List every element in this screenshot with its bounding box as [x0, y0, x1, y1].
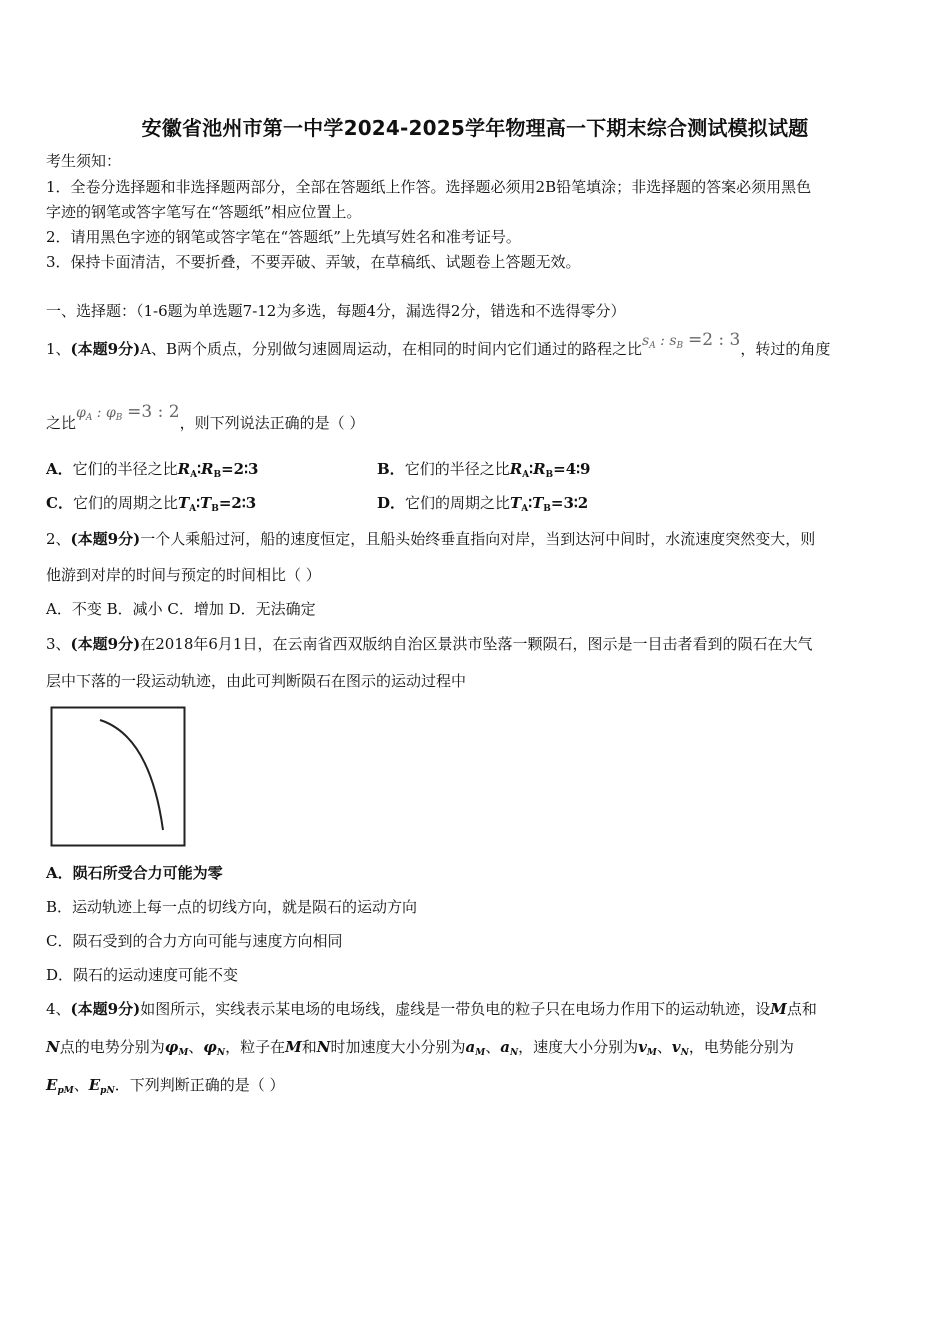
- question-4-line-1: 4、(本题9分)如图所示，实线表示某电场的电场线，虚线是一带负电的粒子只在电场力作用下的运动轨迹，设M点和: [46, 1000, 817, 1018]
- question-3-line-2: 层中下落的一段运动轨迹，由此可判断陨石在图示的运动过程中: [46, 672, 467, 690]
- question-4-line-2: N点的电势分别为$\varphi_M$、$\varphi_N$，粒子在M和N时加速度大小分别为$a_M$、$a_N$，速度大小分别为$v_M$、$v_N$，电势能分别为: [46, 1038, 794, 1058]
- option-a: A．它们的半径之比$R_A∶R_B=2∶3$: [46, 460, 259, 480]
- section-heading: 一、选择题：（1-6题为单选题7-12为多选，每题4分，漏选得2分，错选和不选得零分）: [46, 302, 626, 320]
- question-1-line-2: [46, 402, 911, 440]
- question-2-line-1: [46, 528, 911, 550]
- question-text: 之比: [46, 414, 77, 432]
- question-number: 3、: [46, 635, 71, 653]
- ratio-phi-a: $\varphi_A$ : $\varphi_B$: [76, 405, 123, 423]
- question-3-option-a: A．陨石所受合力可能为零: [46, 864, 223, 882]
- question-4-line-3: $E_{pM}$、$E_{pN}$．下列判断正确的是（ ）: [46, 1076, 285, 1096]
- option-c: C．它们的周期之比$T_A∶T_B=2∶3$: [46, 494, 257, 514]
- question-text: ，转过的角度: [740, 340, 831, 358]
- notice-heading: 考生须知：: [46, 152, 122, 170]
- trajectory-curve: [100, 720, 163, 830]
- question-number: 4、: [46, 1000, 71, 1018]
- question-text: ，则下列说法正确的是（ ）: [179, 414, 365, 432]
- ratio-s-value: =2 : 3: [687, 330, 741, 350]
- question-1-options-row-1: [46, 458, 911, 486]
- question-points: (本题9分): [70, 635, 141, 653]
- ratio-s-formula: [642, 331, 740, 349]
- question-number: 1、: [46, 340, 71, 358]
- question-2-options: A．不变 B．减小 C．增加 D．无法确定: [46, 600, 316, 618]
- ratio-s-a: $s_A$ : $s_B$: [642, 333, 684, 351]
- option-b: B．它们的半径之比$R_A∶R_B=4∶9$: [377, 460, 591, 480]
- question-text: A、B两个质点，分别做匀速圆周运动，在相同的时间内它们通过的路程之比: [140, 340, 643, 358]
- question-3-option-d: D．陨石的运动速度可能不变: [46, 966, 239, 984]
- meteor-trajectory-svg: [50, 706, 186, 847]
- notice-item-1: 1．全卷分选择题和非选择题两部分，全部在答题纸上作答。选择题必须用2B铅笔填涂；非选择题的答案必须用黑色: [46, 178, 812, 196]
- option-d: D．它们的周期之比$T_A∶T_B=3∶2$: [377, 494, 589, 514]
- notice-item-2: 2．请用黑色字迹的钢笔或答字笔在“答题纸”上先填写姓名和准考证号。: [46, 228, 521, 246]
- question-points: (本题9分): [70, 340, 141, 358]
- question-points: (本题9分): [70, 530, 141, 548]
- meteor-trajectory-figure: [50, 706, 186, 847]
- ratio-phi-formula: [76, 403, 180, 421]
- question-points: (本题9分): [70, 1000, 141, 1018]
- question-1-line-1: [46, 330, 911, 366]
- ratio-phi-value: =3 : 2: [127, 402, 180, 422]
- question-3-line-1: [46, 633, 911, 655]
- notice-item-3: 3．保持卡面清洁，不要折叠，不要弄破、弄皱，在草稿纸、试题卷上答题无效。: [46, 253, 581, 271]
- question-text: 在2018年6月1日，在云南省西双版纳自治区景洪市坠落一颗陨石，图示是一目击者看到的陨石在大气: [140, 635, 813, 653]
- question-2-line-2: 他游到对岸的时间与预定的时间相比（ ）: [46, 566, 321, 584]
- question-3-option-c: C．陨石受到的合力方向可能与速度方向相同: [46, 932, 343, 950]
- question-text: 如图所示，实线表示某电场的电场线，虚线是一带负电的粒子只在电场力作用下的运动轨迹，设: [140, 1000, 771, 1018]
- question-1-options-row-2: [46, 492, 911, 520]
- page-title: 安徽省池州市第一中学2024-2025学年物理高一下期末综合测试模拟试题: [141, 116, 809, 140]
- question-3-option-b: B．运动轨迹上每一点的切线方向，就是陨石的运动方向: [46, 898, 418, 916]
- question-text: 一个人乘船过河，船的速度恒定，且船头始终垂直指向对岸，当到达河中间时，水流速度突然变大，则: [140, 530, 816, 548]
- notice-item-1-cont: 字迹的钢笔或答字笔写在“答题纸”相应位置上。: [46, 203, 362, 221]
- question-number: 2、: [46, 530, 71, 548]
